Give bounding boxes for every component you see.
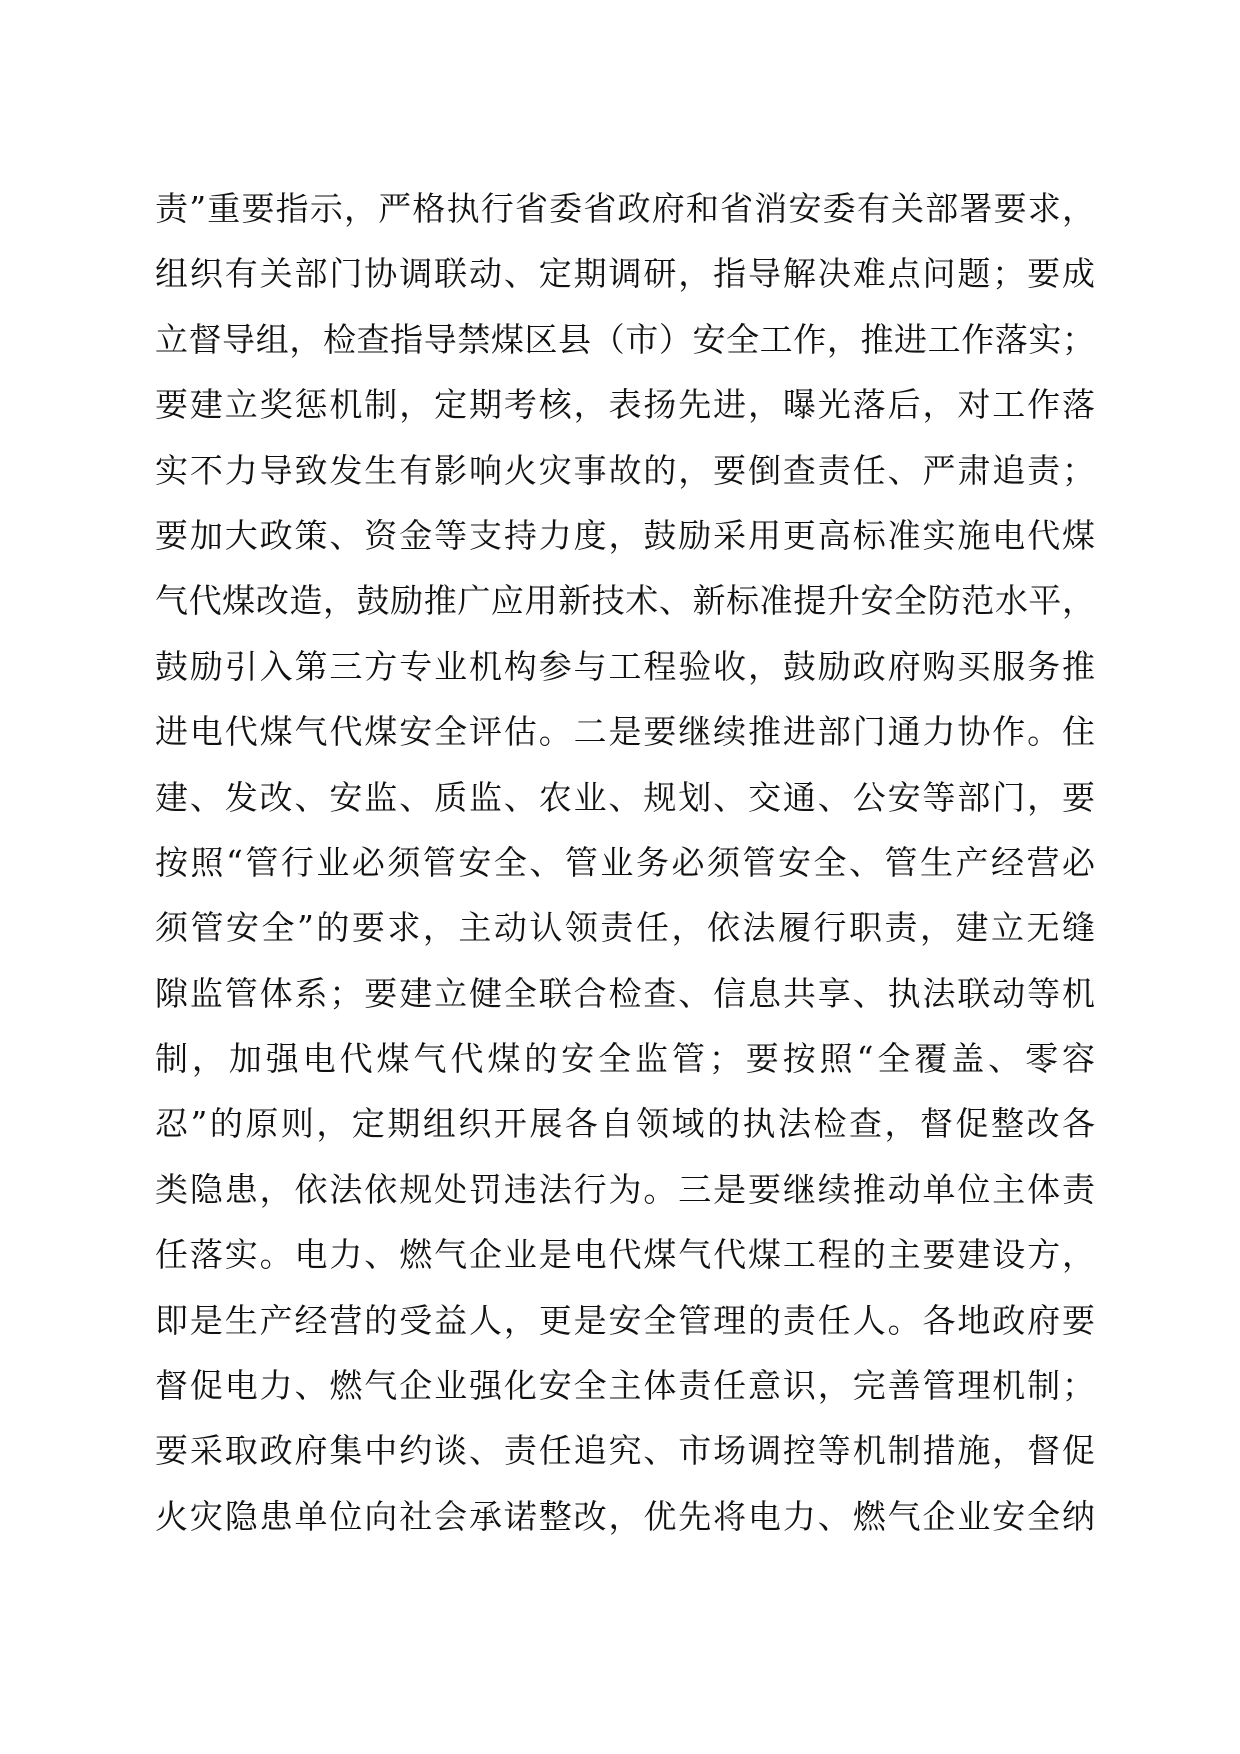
text-line: 组织有关部门协调联动、定期调研，指导解决难点问题；要成 [155,254,1095,294]
text-line: 隙监管体系；要建立健全联合检查、信息共享、执法联动等机 [155,973,1095,1013]
text-line: 要采取政府集中约谈、责任追究、市场调控等机制措施，督促 [155,1431,1095,1471]
text-line: 鼓励引入第三方专业机构参与工程验收，鼓励政府购买服务推 [155,646,1095,686]
text-line: 火灾隐患单位向社会承诺整改，优先将电力、燃气企业安全纳 [155,1496,1095,1536]
text-line: 气代煤改造，鼓励推广应用新技术、新标准提升安全防范水平， [155,581,1095,621]
text-line: 督促电力、燃气企业强化安全主体责任意识，完善管理机制； [155,1366,1095,1406]
text-line: 须管安全”的要求，主动认领责任，依法履行职责，建立无缝 [155,908,1095,948]
text-line: 进电代煤气代煤安全评估。二是要继续推进部门通力协作。住 [155,712,1095,752]
text-line: 要加大政策、资金等支持力度，鼓励采用更高标准实施电代煤 [155,515,1095,555]
body-paragraph [155,176,1095,1549]
text-line: 责”重要指示，严格执行省委省政府和省消安委有关部署要求， [155,189,1095,228]
text-line: 类隐患，依法依规处罚违法行为。三是要继续推动单位主体责 [155,1169,1095,1209]
text-line: 制，加强电代煤气代煤的安全监管；要按照“全覆盖、零容 [155,1039,1095,1079]
text-line: 建、发改、安监、质监、农业、规划、交通、公安等部门，要 [155,777,1095,817]
text-line: 忍”的原则，定期组织开展各自领域的执法检查，督促整改各 [155,1104,1095,1144]
text-line: 要建立奖惩机制，定期考核，表扬先进，曝光落后，对工作落 [155,385,1095,425]
text-line: 按照“管行业必须管安全、管业务必须管安全、管生产经营必 [155,842,1095,882]
text-line: 实不力导致发生有影响火灾事故的，要倒查责任、严肃追责； [155,450,1095,490]
text-line: 立督导组，检查指导禁煤区县（市）安全工作，推进工作落实； [155,319,1095,359]
text-line: 即是生产经营的受益人，更是安全管理的责任人。各地政府要 [155,1300,1095,1340]
text-line: 任落实。电力、燃气企业是电代煤气代煤工程的主要建设方， [155,1235,1095,1275]
